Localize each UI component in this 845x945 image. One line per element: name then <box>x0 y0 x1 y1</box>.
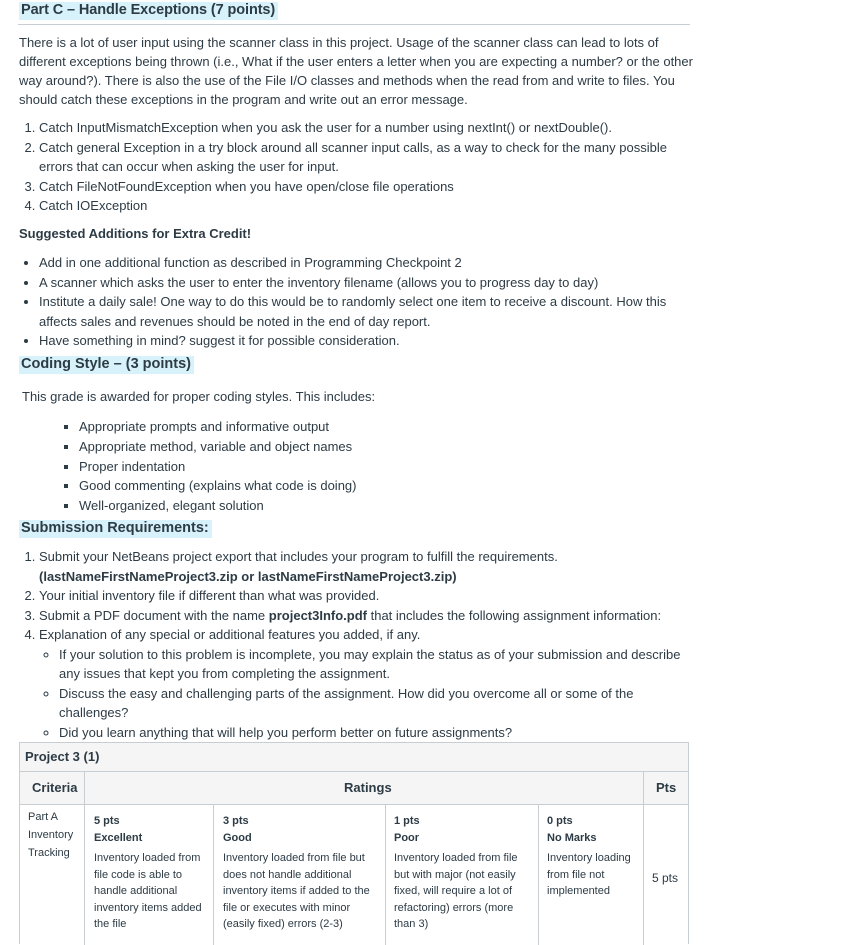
list-item: ◦ If your solution to this problem is incomplete, you may explain the status as of your submission and describe any issues that kept you from completing the assignment. <box>59 645 699 684</box>
criteria-header: Criteria <box>32 780 78 795</box>
list-item: 2. Catch general Exception in a try block around all scanner input calls, as a way to check for the many possible errors that can occur when asking the user for input. <box>39 138 689 177</box>
submission-sub-list <box>39 645 699 743</box>
list-item: ▪ Well-organized, elegant solution <box>79 496 356 516</box>
part-c-intro: There is a lot of user input using the scanner class in this project. Usage of the scanner class can lead to lots of different exceptions being thrown (i.e., What if the user enters a letter when you are expecting a number? or the other way around?). There is also the use of the File I/O classes and methods when the read from and write to files. You should catch these exceptions in the program and write out an error message. <box>19 35 693 107</box>
rating-pts: 1 pts <box>394 815 420 827</box>
pdf-filename: project3Info.pdf <box>268 607 367 623</box>
list-item: ▪ Appropriate method, variable and object names <box>79 437 356 457</box>
list-item: • Institute a daily sale! One way to do this would be to randomly select one item to receive a discount. How this affects sales and revenues should be noted in the end of day report. <box>39 292 669 331</box>
list-item: 3. Catch FileNotFoundException when you have open/close file operations <box>39 177 689 197</box>
criterion-cell: Part A Inventory Tracking <box>28 811 74 859</box>
list-item: • Add in one additional function as described in Programming Checkpoint 2 <box>39 253 669 273</box>
heading-divider <box>18 24 690 25</box>
rubric-table <box>19 742 689 944</box>
list-item: ▪ Proper indentation <box>79 457 356 477</box>
list-item: ▪ Appropriate prompts and informative output <box>79 417 356 437</box>
rating-poor <box>394 813 528 933</box>
rating-label: Good <box>223 831 252 844</box>
col-divider <box>643 772 644 945</box>
rating-pts: 3 pts <box>223 815 249 827</box>
criterion-points: 5 pts <box>652 871 679 885</box>
col-divider <box>385 805 386 945</box>
submission-item-1: Submit your NetBeans project export that includes your program to fulfill the requirements. <box>39 549 558 564</box>
submission-list <box>0 547 699 742</box>
rubric-title-row <box>20 743 688 772</box>
rating-desc: Inventory loading from file not implemented <box>547 852 631 897</box>
list-item: 4. Catch IOException <box>39 196 689 216</box>
ratings-header: Ratings <box>344 780 392 795</box>
rubric-title: Project 3 (1) <box>25 749 100 764</box>
rating-label: Poor <box>394 831 420 844</box>
part-c-list <box>0 118 689 216</box>
extra-credit-list <box>0 253 669 351</box>
list-item: • A scanner which asks the user to enter the inventory filename (allows you to progress day to day) <box>39 273 669 293</box>
submission-item-4: Explanation of any special or additional features you added, if any. <box>39 627 421 642</box>
list-item: 2. Your initial inventory file if different than what was provided. <box>39 586 699 606</box>
coding-style-intro: This grade is awarded for proper coding styles. This includes: <box>22 389 376 404</box>
rating-good <box>223 813 375 933</box>
rubric-header-row <box>20 772 688 805</box>
extra-credit-heading: Suggested Additions for Extra Credit! <box>19 226 252 241</box>
list-item <box>39 625 699 742</box>
rating-excellent <box>94 813 206 933</box>
rating-pts: 5 pts <box>94 815 120 827</box>
rating-no-marks <box>547 813 639 900</box>
rating-desc: Inventory loaded from file but with major (not easily fixed, will require a lot of refactoring) errors (more than 3) <box>394 852 518 930</box>
submission-item-3-pre: Submit a PDF document with the name <box>39 607 269 623</box>
zip-filename: (lastNameFirstNameProject3.zip or lastNameFirstNameProject3.zip) <box>39 568 457 584</box>
list-item: 1. Catch InputMismatchException when you ask the user for a number using nextInt() or nextDouble(). <box>39 118 689 138</box>
list-item: ◦ Did you learn anything that will help you perform better on future assignments? <box>59 723 699 743</box>
col-divider <box>538 805 539 945</box>
rating-label: Excellent <box>94 831 143 844</box>
rating-desc: Inventory loaded from file code is able to handle additional inventory items added the file <box>94 852 202 930</box>
list-item: • Have something in mind? suggest it for possible consideration. <box>39 331 669 351</box>
list-item: ◦ Discuss the easy and challenging parts of the assignment. How did you overcome all or some of the challenges? <box>59 684 699 723</box>
list-item: ▪ Good commenting (explains what code is doing) <box>79 476 356 496</box>
submission-item-3-post: that includes the following assignment information: <box>367 607 662 623</box>
pts-header: Pts <box>656 780 677 795</box>
rating-label: No Marks <box>547 831 597 844</box>
part-c-heading: Part C – Handle Exceptions (7 points) <box>19 2 278 20</box>
coding-style-heading: Coding Style – (3 points) <box>19 356 194 374</box>
col-divider <box>213 805 214 945</box>
rating-pts: 0 pts <box>547 815 573 827</box>
list-item <box>39 606 699 626</box>
rating-desc: Inventory loaded from file but does not handle additional inventory items if added to the file or executes with minor (easily fixed) errors (2-3) <box>223 852 370 930</box>
coding-style-list <box>0 417 356 516</box>
list-item <box>39 547 699 586</box>
submission-heading: Submission Requirements: <box>19 520 212 538</box>
